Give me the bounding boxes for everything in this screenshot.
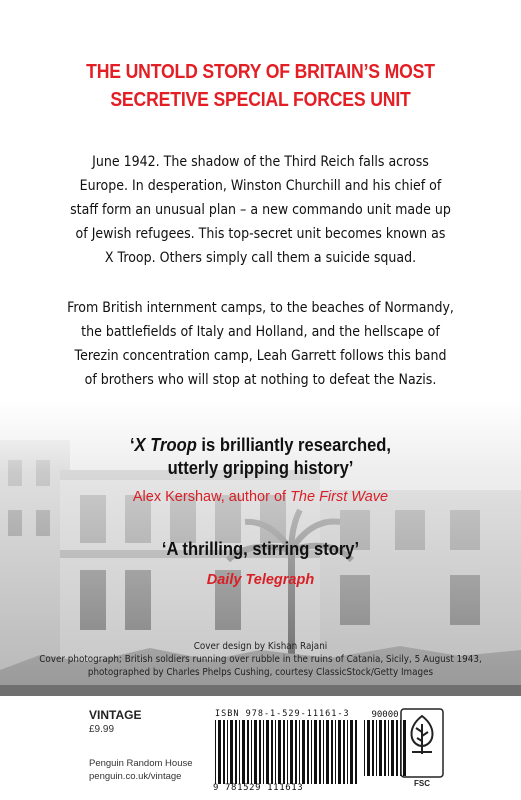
quote-1-line-2: utterly gripping history’ (167, 458, 354, 478)
credit-line-1: Cover design by Kishan Rajani (193, 641, 328, 652)
quote-2-attribution: Daily Telegraph (206, 572, 315, 588)
barcode-bar (335, 720, 336, 784)
blurb-line: the battlefields of Italy and Holland, and the hellscape of (81, 324, 440, 340)
imprint-name: VINTAGE (89, 708, 142, 722)
footer (0, 696, 521, 800)
quote-1-attribution (0, 489, 521, 505)
barcode-bar (311, 720, 312, 784)
barcode-addon-bar (376, 720, 377, 776)
barcode-bar (218, 720, 221, 784)
publisher (89, 757, 193, 783)
cover-credits (0, 640, 521, 679)
barcode-addon-bar (391, 720, 394, 776)
barcode-bar (271, 720, 273, 784)
barcode-bar (259, 720, 261, 784)
barcode-bar (295, 720, 297, 784)
barcode-bar (239, 720, 240, 784)
fsc-logo-icon (400, 708, 444, 778)
barcode-bar (278, 720, 281, 784)
attribution-author: Alex Kershaw, author of (132, 489, 291, 505)
barcode-bar (254, 720, 257, 784)
barcode (213, 720, 361, 784)
barcode-bar (350, 720, 353, 784)
barcode-digits: 9 781529 111613 (213, 783, 304, 793)
barcode-bar (287, 720, 288, 784)
barcode-bar (323, 720, 324, 784)
blurb-line: June 1942. The shadow of the Third Reich falls across (92, 154, 429, 170)
quote-1-line-1 (21, 434, 500, 457)
barcode-bar (215, 720, 216, 784)
barcode-bar (302, 720, 305, 784)
blurb-paragraph-2 (0, 296, 521, 392)
blurb-paragraph-1 (0, 150, 521, 270)
barcode-bar (223, 720, 225, 784)
blurb-line: X Troop. Others simply call them a suicide squad. (104, 250, 417, 266)
attribution-book-title: The First Wave (290, 489, 389, 505)
price: £9.99 (89, 724, 115, 735)
barcode-bar (319, 720, 321, 784)
divider-band (0, 685, 521, 696)
headline-line-1: THE UNTOLD STORY OF BRITAIN’S MOST (86, 60, 435, 83)
barcode-bar (235, 720, 237, 784)
barcode-addon-bar (388, 720, 389, 776)
barcode-bar (347, 720, 348, 784)
barcode-bar (355, 720, 357, 784)
barcode-bar (314, 720, 317, 784)
barcode-addon-bar (379, 720, 382, 776)
barcode-bar (283, 720, 285, 784)
publisher-name: Penguin Random House (89, 758, 193, 769)
barcode-addon-digits: 90000 (371, 710, 399, 720)
blurb-line: Terezin concentration camp, Leah Garrett follows this band (74, 348, 447, 364)
blurb-line: of Jewish refugees. This top-secret unit becomes known as (75, 226, 446, 242)
barcode-bar (343, 720, 345, 784)
barcode-addon-bar (384, 720, 386, 776)
barcode-bar (242, 720, 245, 784)
barcode-bar (307, 720, 309, 784)
blurb-line: From British internment camps, to the beaches of Normandy, (67, 300, 454, 316)
fsc-label: FSC (414, 779, 430, 788)
barcode-bar (338, 720, 341, 784)
headline-line-2: SECRETIVE SPECIAL FORCES UNIT (110, 88, 411, 111)
credit-line-2: Cover photograph; British soldiers running over rubble in the ruins of Catania, Sicily, 5 August 1943, (39, 654, 482, 665)
quote-1 (0, 434, 521, 480)
barcode-bar (299, 720, 300, 784)
barcode-bar (251, 720, 252, 784)
barcode-bar (326, 720, 329, 784)
barcode-bar (266, 720, 269, 784)
blurb-line: Europe. In desperation, Winston Churchill and his chief of (79, 178, 442, 194)
credit-line-3: photographed by Charles Phelps Cushing, courtesy ClassicStock/Getty Images (87, 667, 434, 678)
quote-2 (0, 538, 521, 561)
quote-1-text: is brilliantly researched, (196, 435, 392, 455)
publisher-url: penguin.co.uk/vintage (89, 771, 182, 782)
quote-1-open-mark: ‘ (129, 435, 135, 455)
quote-1-book-title: X Troop (134, 435, 197, 455)
blurb-line: of brothers who will stop at nothing to defeat the Nazis. (84, 372, 437, 388)
headline (36, 58, 484, 114)
blurb-line: staff form an unusual plan – a new commando unit made up (70, 202, 451, 218)
quote-2-text: ‘A thrilling, stirring story’ (161, 539, 360, 559)
barcode-addon-bar (396, 720, 398, 776)
barcode-bar (290, 720, 293, 784)
barcode-bar (263, 720, 264, 784)
barcode-bar (230, 720, 233, 784)
barcode-addon-bar (367, 720, 370, 776)
isbn-label: ISBN 978-1-529-11161-3 (215, 709, 350, 719)
barcode-bar (227, 720, 228, 784)
barcode-bar (247, 720, 249, 784)
barcode-addon-bar (372, 720, 374, 776)
barcode-bar (331, 720, 333, 784)
barcode-bar (275, 720, 276, 784)
barcode-addon-bar (364, 720, 365, 776)
